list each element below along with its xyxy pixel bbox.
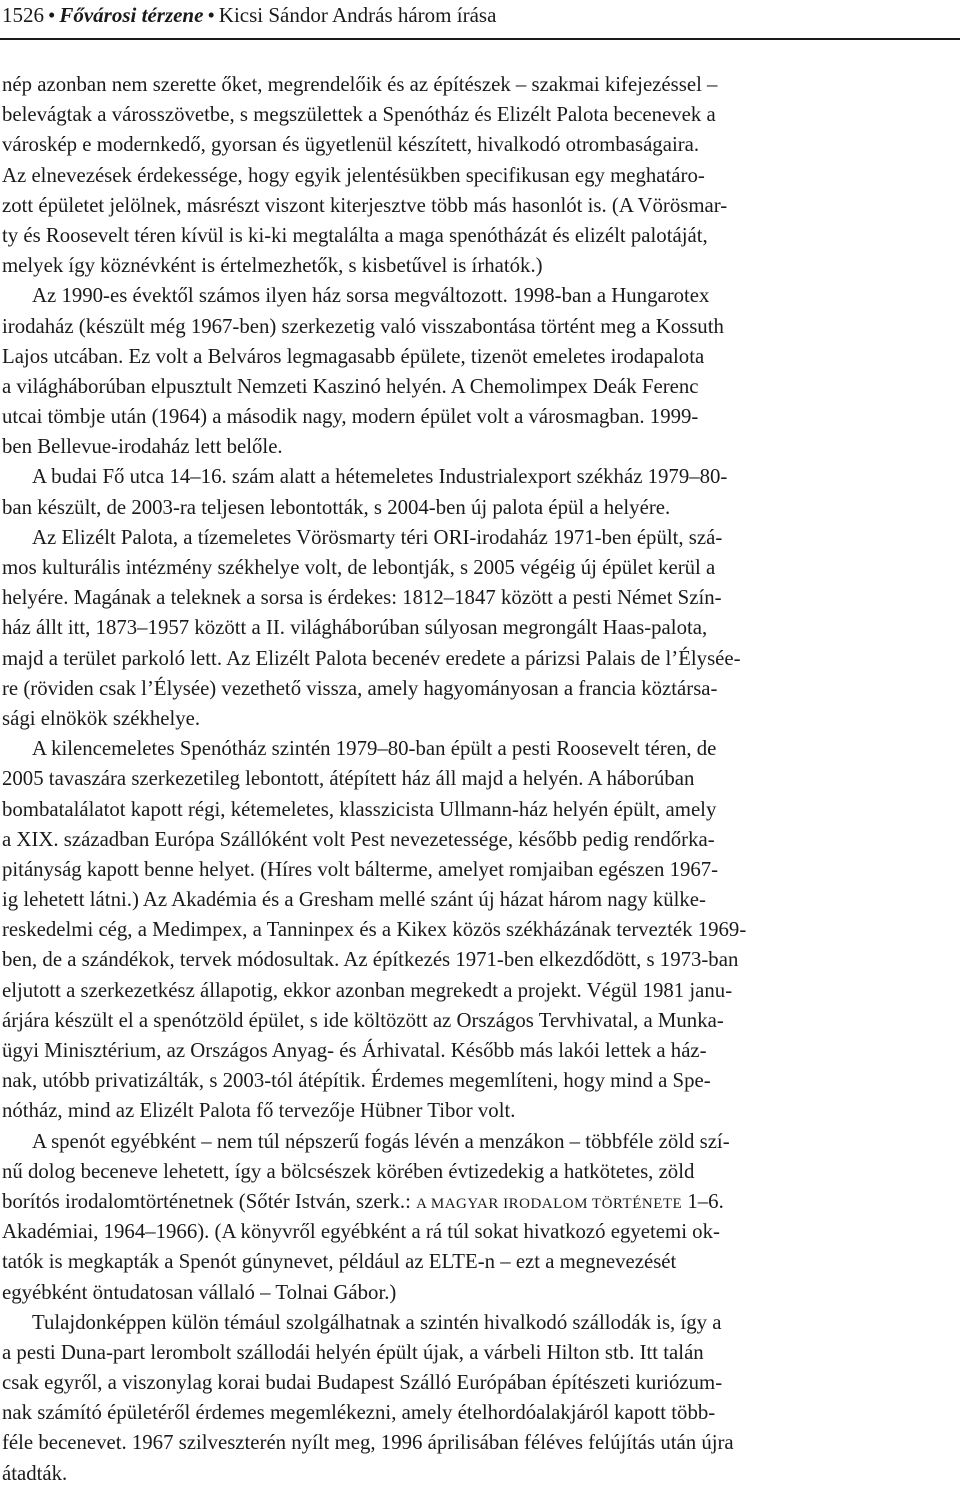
text-line-content: egyébként öntudatosan vállaló – Tolnai Gábor.): [2, 1280, 397, 1304]
text-line: [2, 1036, 954, 1066]
text-line: [2, 674, 954, 704]
text-line: [2, 825, 954, 855]
text-line-content: A kilencemeletes Spenótház szintén 1979–80-ban épült a pesti Roosevelt téren, de: [32, 737, 717, 761]
text-line-content: átadták.: [2, 1461, 68, 1485]
text-line-content: ben Bellevue-irodaház lett belőle.: [2, 435, 283, 459]
text-line: [2, 130, 954, 160]
page-number: 1526: [2, 3, 44, 27]
text-line: [2, 553, 954, 583]
body-text: [2, 70, 954, 1489]
text-line-content: ig lehetett látni.) Az Akadémia és a Gresham mellé szánt új házat három nagy külke-: [2, 888, 706, 912]
text-line: [2, 583, 954, 613]
text-line: [2, 1428, 954, 1458]
text-line: [2, 1247, 954, 1277]
text-line: [2, 1398, 954, 1428]
text-line-content: A budai Fő utca 14–16. szám alatt a hétemeletes Industrialexport székház 1979–80-: [32, 465, 728, 489]
text-line-content: pitányság kapott benne helyet. (Híres volt bálterme, amelyet romjaiban egészen 1967-: [2, 857, 719, 881]
text-line: [2, 1127, 954, 1157]
text-line: [2, 1157, 954, 1187]
text-line-content: A spenót egyébként – nem túl népszerű fogás lévén a menzákon – többféle zöld szí-: [32, 1129, 730, 1153]
text-line-content: irodaház (készült még 1967-ben) szerkezetig való visszabontása történt meg a Kossuth: [2, 314, 724, 338]
text-line-content: 2005 tavaszára szerkezetileg lebontott, átépített ház áll majd a helyén. A háborúban: [2, 767, 695, 791]
text-line: [2, 1006, 954, 1036]
text-line-content: bombatalálatot kapott régi, kétemeletes, klasszicista Ullmann-ház helyén épült, amely: [2, 797, 717, 821]
text-line: [2, 251, 954, 281]
text-line: [2, 764, 954, 794]
text-line: [2, 613, 954, 643]
text-line: [2, 161, 954, 191]
text-line: [2, 372, 954, 402]
text-line-content: zott épületet jelölnek, másrészt viszont kiterjesztve több más hasonlót is. (A Vörösmar-: [2, 193, 728, 217]
text-line-content: Lajos utcában. Ez volt a Belváros legmagasabb épülete, tizenöt emeletes irodapalota: [2, 344, 705, 368]
text-line-content: ügyi Minisztérium, az Országos Anyag- és Árhivatal. Később más lakói lettek a ház-: [2, 1039, 707, 1062]
journal-title: Fővárosi térzene: [59, 3, 204, 27]
text-line-content: nép azonban nem szerette őket, megrendelőik és az építészek – szakmai kifejezéssel –: [2, 73, 718, 96]
text-line: [2, 1368, 954, 1398]
text-line-content: ban készült, de 2003-ra teljesen lebontották, s 2004-ben új palota épül a helyére.: [2, 495, 671, 519]
text-line: [2, 1187, 954, 1217]
text-line: [2, 1066, 954, 1096]
text-line: [2, 1096, 954, 1126]
text-line: [2, 885, 954, 915]
header-rule: [0, 38, 960, 40]
text-line-content: melyek így köznévként is értelmezhetők, s kisbetűvel is írhatók.): [2, 254, 543, 278]
text-line: [2, 342, 954, 372]
text-line: [2, 523, 954, 553]
text-line: [2, 855, 954, 885]
text-line-content: eljutott a szerkezetkész állapotig, ekkor azonban megrekedt a projekt. Végül 1981 janu-: [2, 978, 733, 1002]
text-line: [2, 221, 954, 251]
text-line-content: Akadémiai, 1964–1966). (A könyvről egyébként a rá túl sokat hivatkozó egyetemi ok-: [2, 1220, 720, 1244]
text-line: [2, 432, 954, 462]
text-line-content: sági elnökök székhelye.: [2, 706, 201, 730]
text-line-content: Az 1990-es évektől számos ilyen ház sorsa megváltozott. 1998-ban a Hungarotex: [32, 284, 710, 308]
text-line-content: mos kulturális intézmény székhelye volt, de lebontják, s 2005 végéig új épület kerül a: [2, 556, 716, 579]
text-line-content: csak egyről, a viszonylag korai budai Budapest Szálló Európában építészeti kuriózum-: [2, 1371, 723, 1395]
text-line-content: ház állt itt, 1873–1957 között a II. világháborúban súlyosan megrongált Haas-palota,: [2, 616, 708, 640]
running-head: [2, 2, 958, 28]
text-line-content: Az Elizélt Palota, a tízemeletes Vörösmarty téri ORI-irodaház 1971-ben épült, szá-: [32, 525, 723, 549]
text-line-content: nak, utóbb privatizálták, s 2003-tól átépítik. Érdemes megemlíteni, hogy mind a Spe-: [2, 1069, 711, 1093]
text-line-content: nű dolog beceneve lehetett, így a bölcsészek körében évtizedekig a hatkötetes, zöld: [2, 1159, 695, 1183]
text-line: [2, 976, 954, 1006]
text-line-content: tatók is megkapták a Spenót gúnynevet, például az ELTE-n – ezt a megnevezését: [2, 1250, 677, 1274]
text-line-content: helyére. Magának a teleknek a sorsa is érdekes: 1812–1847 között a pesti Német Szín-: [2, 586, 722, 610]
text-line: [2, 402, 954, 432]
text-line: [2, 191, 954, 221]
text-line-content: árjára készült el a spenótzöld épület, s ide költözött az Országos Tervhivatal, a Munka-: [2, 1008, 724, 1032]
text-line: [2, 1459, 954, 1489]
text-line-content: ty és Roosevelt téren kívül is ki-ki megtalálta a maga spenótházát és elizélt palotáját,: [2, 223, 708, 247]
text-line-content: nótház, mind az Elizélt Palota fő tervezője Hübner Tibor volt.: [2, 1099, 516, 1123]
text-line-content: reskedelmi cég, a Medimpex, a Tanninpex és a Kikex közös székházának tervezték 1969-: [2, 918, 747, 942]
text-line: [2, 100, 954, 130]
text-line: [2, 312, 954, 342]
text-line-content: nak számító épületéről érdemes megemlékezni, amely ételhordóalakjáról kapott több-: [2, 1401, 716, 1425]
text-line: [2, 704, 954, 734]
separator-bullet-icon: •: [48, 3, 56, 27]
text-line-content: féle becenevet. 1967 szilveszterén nyílt meg, 1996 áprilisában féléves felújítás után újra: [2, 1431, 734, 1455]
text-line-content: városkép e modernkedő, gyorsan és ügyetlenül készített, hivalkodó otrombaságaira.: [2, 133, 700, 157]
text-line: [2, 462, 954, 492]
book-title-small-caps: A MAGYAR IRODALOM TÖRTÉNETE: [416, 1195, 683, 1212]
text-line: [2, 945, 954, 975]
text-line: [2, 1338, 954, 1368]
text-line: [2, 915, 954, 945]
text-line: [2, 281, 954, 311]
text-line: [2, 734, 954, 764]
text-line-content: a pesti Duna-part lerombolt szállodái helyén épült újak, a várbeli Hilton stb. Itt talán: [2, 1340, 704, 1364]
text-line-content: belevágtak a városszövetbe, s megszülettek a Spenótház és Elizélt Palota becenevek a: [2, 103, 716, 127]
text-line-content: utcai tömbje után (1964) a második nagy, modern épület volt a városmagban. 1999-: [2, 405, 699, 429]
text-line-content: a XIX. században Európa Szállóként volt Pest nevezetessége, később pedig rendőrka-: [2, 827, 715, 851]
article-title: Kicsi Sándor András három írása: [218, 3, 497, 27]
text-line-tail: 1–6.: [682, 1189, 724, 1213]
text-line-content: ben, de a szándékok, tervek módosultak. Az építkezés 1971-ben elkezdődött, s 1973-ban: [2, 948, 739, 972]
text-line-content: re (röviden csak l’Élysée) vezethető vissza, amely hagyományosan a francia köztársa-: [2, 676, 718, 700]
text-line-content: a világháborúban elpusztult Nemzeti Kaszinó helyén. A Chemolimpex Deák Ferenc: [2, 374, 699, 398]
text-line-content: Tulajdonképpen külön témául szolgálhatnak a szintén hivalkodó szállodák is, így a: [32, 1310, 722, 1334]
text-line-content: borítós irodalomtörténetnek (Sőtér István, szerk.:: [2, 1189, 417, 1213]
text-line-content: Az elnevezések érdekessége, hogy egyik jelentésükben specifikusan egy meghatáro-: [2, 163, 705, 187]
text-line: [2, 70, 954, 100]
text-line: [2, 795, 954, 825]
text-line: [2, 1308, 954, 1338]
text-line: [2, 1278, 954, 1308]
text-line: [2, 644, 954, 674]
separator-bullet-icon: •: [207, 3, 215, 27]
text-line-content: majd a terület parkoló lett. Az Elizélt Palota becenév eredete a párizsi Palais de l’Élysée-: [2, 646, 741, 670]
text-line: [2, 1217, 954, 1247]
text-line: [2, 493, 954, 523]
